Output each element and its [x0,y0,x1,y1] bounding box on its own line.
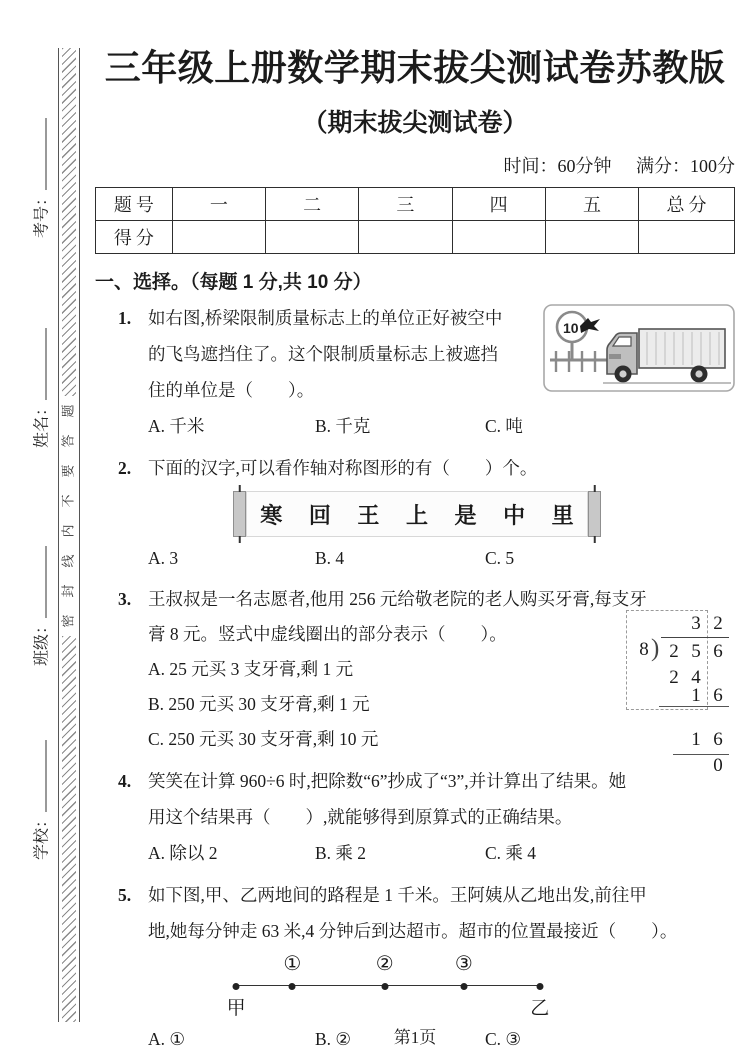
banner-char: 上 [405,502,428,528]
name-blank [31,328,47,400]
question-text: 笑笑在计算 960÷6 时,把除数“6”抄成了“3”,并计算出了结果。她 [148,771,627,791]
score-table-col: 二 [265,188,358,221]
question-number: 2. [118,458,132,478]
question-1 [95,300,735,444]
banner-char: 寒 [260,502,283,528]
division-remainder: 0 [713,755,723,776]
option-c: C. 5 [485,548,515,568]
score-cell [265,221,358,254]
class-blank [31,546,47,618]
point-label-1: ① [283,953,302,975]
option-a: A. 千米 [148,416,205,436]
option-a: A. ① [148,1029,186,1049]
division-digit: 1 [691,685,701,706]
point-label-2: ② [375,953,394,975]
score-table-col: 四 [452,188,545,221]
point-label-3: ③ [454,953,473,975]
long-division-figure [631,612,731,776]
score-table-corner: 题号 [96,188,173,221]
question-text: 下面的汉字,可以看作轴对称图形的有（ ）个。 [148,458,538,478]
division-digit: 2 [669,641,679,662]
score-table-score-row [96,221,735,254]
banner-char: 是 [454,502,477,528]
score-table [95,187,735,254]
question-2-options [148,540,735,576]
score-table-header-row [96,188,735,221]
score-cell [359,221,452,254]
svg-text:10: 10 [563,320,579,336]
question-4-options [148,835,735,871]
question-line: 住的单位是（ ）。 [148,380,315,400]
endpoint-label-right: 乙 [530,998,550,1019]
number-line-dot [289,983,296,990]
question-line [118,450,735,486]
division-bracket: ) [651,635,660,662]
option-c: C. 250 元买 30 支牙膏,剩 10 元 [148,729,379,749]
score-table-col-total: 总分 [639,188,735,221]
question-line [118,300,538,336]
division-digit: 6 [713,729,723,750]
seal-char: 线 [60,554,76,568]
time-limit: 时间：60分钟 [503,156,612,176]
class-label: 班级： [33,617,51,667]
full-score: 满分：100分 [636,156,735,176]
seal-char: 不 [60,494,76,508]
option-c: C. 乘 4 [485,843,537,863]
division-digit: 3 [691,613,701,634]
question-number: 4. [118,771,132,791]
paper-title: 三年级上册数学期末拔尖测试卷苏教版 [104,47,726,88]
question-2 [95,450,735,576]
banner-char: 王 [357,502,380,528]
score-cell [545,221,638,254]
scroll-roller-left [233,491,246,537]
exam-number-field [29,118,52,238]
character-banner-figure [233,491,601,537]
seal-char: 要 [60,464,76,478]
question-text: 王叔叔是一名志愿者,他用 256 元给敬老院的老人购买牙膏,每支牙 [148,589,647,609]
question-1-options [148,408,735,444]
section-one-heading: 一、选择。（每题 1 分,共 10 分） [95,272,372,293]
score-cell [172,221,265,254]
banner-char: 中 [503,502,526,528]
division-digit: 4 [691,667,701,688]
question-number: 5. [118,885,132,905]
division-divisor: 8 [639,639,649,660]
division-vinculum [661,637,729,638]
option-c: C. 吨 [485,416,523,436]
seal-char: 答 [60,434,76,448]
class-field [29,546,52,666]
number-line-dot [536,983,543,990]
seal-char: 密 [60,614,76,628]
question-line: 膏 8 元。竖式中虚线圈出的部分表示（ ）。 [148,624,507,644]
question-number: 1. [118,308,132,328]
paper-subtitle: （期末拔尖测试卷） [302,109,528,137]
division-digit: 2 [713,613,723,634]
division-digit: 5 [691,641,701,662]
option-a: A. 3 [148,548,179,568]
question-line: 用这个结果再（ ）,就能够得到原算式的正确结果。 [148,807,573,827]
option-b: B. 千克 [315,416,371,436]
score-table-col: 五 [545,188,638,221]
number-line-figure [223,949,553,1021]
division-digit: 6 [713,685,723,706]
question-line [118,763,735,799]
seal-line-strip [58,48,80,1022]
option-b: B. ② [315,1029,352,1049]
seal-hatch-bottom [62,636,76,1022]
school-label: 学校： [33,811,51,861]
seal-char: 内 [60,524,76,538]
question-3 [95,582,735,776]
division-digit: 1 [691,729,701,750]
score-table-col: 一 [172,188,265,221]
seal-hatch-top [62,48,76,396]
number-line-dot [381,983,388,990]
score-table-col: 三 [359,188,452,221]
name-field [29,328,52,448]
school-field [29,740,52,860]
school-blank [31,740,47,812]
page-footer: 第1页 [393,1028,437,1047]
question-text: 如下图,甲、乙两地间的路程是 1 千米。王阿姨从乙地出发,前往甲 [148,885,647,905]
name-label: 姓名： [33,399,51,449]
option-b: B. 4 [315,548,345,568]
banner-char: 里 [551,502,574,528]
option-c: C. ③ [485,1029,522,1049]
question-line: 地,她每分钟走 63 米,4 分钟后到达超市。超市的位置最接近（ ）。 [148,921,678,941]
question-number: 3. [118,589,132,609]
option-a: A. 25 元买 3 支牙膏,剩 1 元 [148,659,354,679]
score-cell [639,221,735,254]
question-text: 如右图,桥梁限制质量标志上的单位正好被空中 [148,308,503,328]
banner-characters [246,491,588,537]
option-a: A. 除以 2 [148,843,218,863]
score-cell [452,221,545,254]
seal-char: 题 [60,404,76,418]
division-digit: 2 [669,667,679,688]
exam-meta [95,152,735,178]
endpoint-label-left: 甲 [226,998,246,1019]
division-digit: 6 [713,641,723,662]
question-4 [95,763,735,871]
option-b: B. 乘 2 [315,843,367,863]
paper-main [95,0,735,1062]
banner-char: 回 [308,502,331,528]
number-line-dot [233,983,240,990]
option-b: B. 250 元买 30 支牙膏,剩 1 元 [148,694,370,714]
scroll-roller-right [588,491,601,537]
number-line-dot [460,983,467,990]
question-line: 的飞鸟遮挡住了。这个限制质量标志上被遮挡 [148,344,498,364]
truck-bridge-figure [543,304,735,392]
score-row-label: 得分 [96,221,173,254]
exam-number-blank [31,118,47,190]
exam-number-label: 考号： [33,189,51,239]
seal-char: 封 [60,584,76,598]
question-line [118,877,735,913]
